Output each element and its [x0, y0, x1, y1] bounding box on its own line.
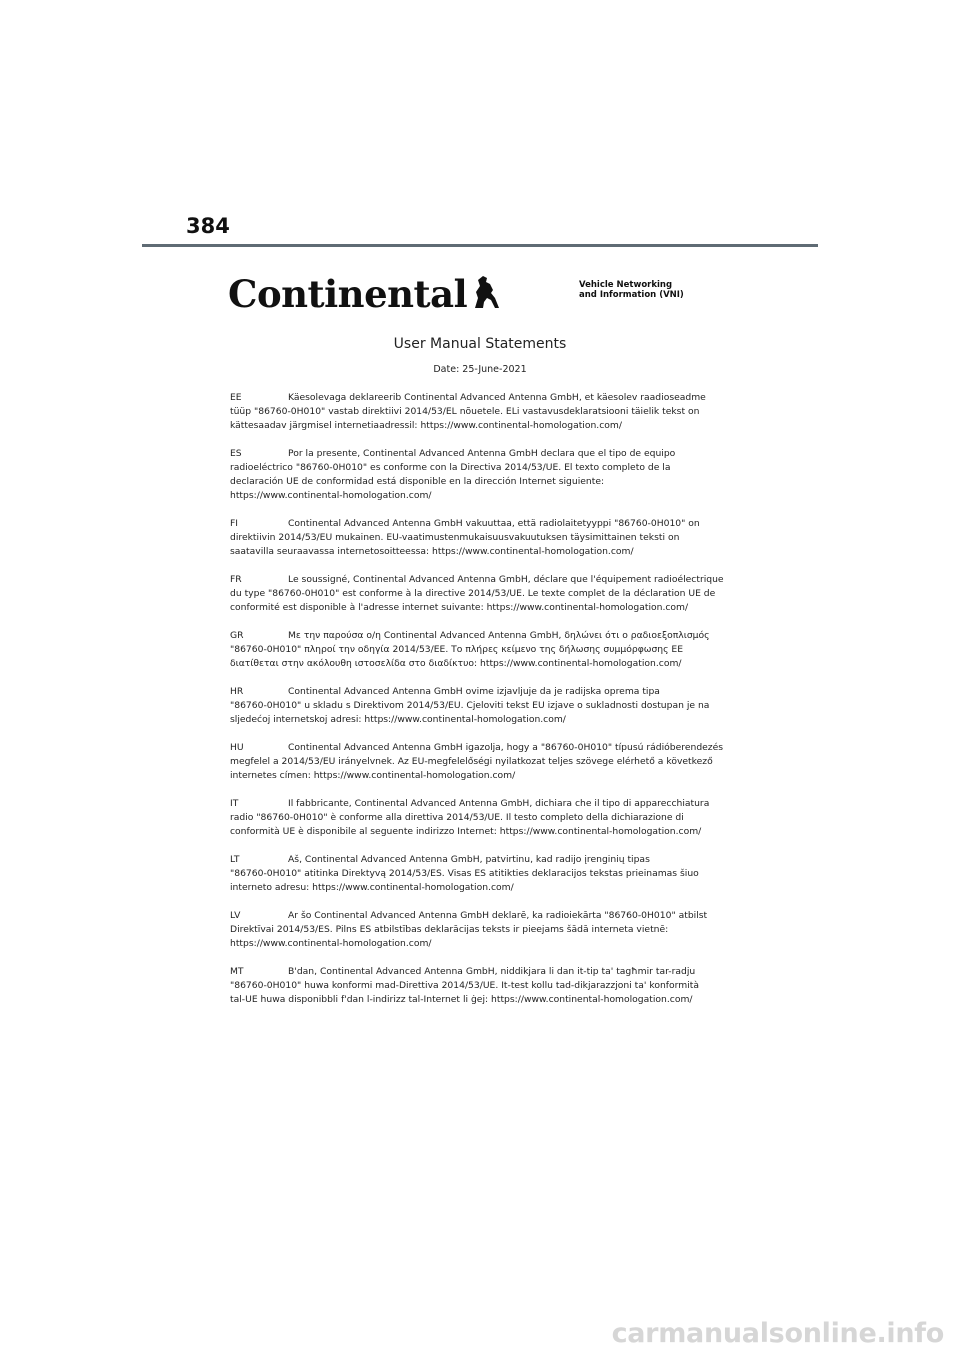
statement-lt: [230, 853, 740, 895]
country-code: MT: [230, 966, 244, 977]
country-code: IT: [230, 798, 239, 809]
statement-text: Continental Advanced Antenna GmbH ovime izjavljuje da je radijska oprema tipa "86760-0H010" u skladu s Direktivom 2014/53/EU. Cjeloviti tekst EU izjave o sukladnosti dostupan je na sljedećoj internetskoj adresi: https://www.continental-homologation.com/: [230, 686, 710, 725]
statement-hr: [230, 685, 740, 727]
statement-text: Aš, Continental Advanced Antenna GmbH, patvirtinu, kad radijo įrenginių tipas "86760-0H010" atitinka Direktyvą 2014/53/ES. Visas ES atitikties deklaracijos tekstas prieinamas šiuo interneto adresu: https://www.continental-homologation.com/: [230, 854, 699, 893]
header-divider: [142, 244, 818, 247]
statement-es: [230, 447, 740, 503]
statement-text: Il fabbricante, Continental Advanced Antenna GmbH, dichiara che il tipo di apparecchiatura radio "86760-0H010" è conforme alla direttiva 2014/53/UE. Il testo completo della dichiarazione di conformità UE è disponibile al seguente indirizzo Internet: https://www.continental-homologation.com/: [230, 798, 710, 837]
country-code: EE: [230, 392, 242, 403]
statement-text: Ar šo Continental Advanced Antenna GmbH deklarē, ka radioiekārta "86760-0H010" atbilst Direktīvai 2014/53/ES. Pilns ES atbilstības deklarācijas teksts ir pieejams šādā interneta vietnē: https://www.continental-homologation.com/: [230, 910, 708, 949]
statement-hu: [230, 741, 740, 783]
country-code: HR: [230, 686, 244, 697]
site-watermark: carmanualsonline.info: [611, 1318, 944, 1349]
statement-fi: [230, 517, 740, 559]
document-title: User Manual Statements: [393, 336, 567, 352]
statement-text: Με την παρούσα ο/η Continental Advanced Antenna GmbH, δηλώνει ότι ο ραδιοεξοπλισμός "86760-0H010" πληροί την οδηγία 2014/53/ΕΕ. Το πλήρες κείμενο της δήλωσης συμμόρφωσης ΕΕ διατίθεται στην ακόλουθη ιστοσελίδα στο διαδίκτυο: https://www.continental-homologation.com/: [230, 630, 710, 669]
division-line-2: and Information (VNI): [579, 290, 684, 300]
country-code: FR: [230, 574, 242, 585]
rearing-horse-icon: [469, 274, 501, 310]
statement-gr: [230, 629, 740, 671]
division-name: [579, 280, 684, 300]
statement-text: B'dan, Continental Advanced Antenna GmbH, niddikjara li dan it-tip ta' tagħmir tar-radju "86760-0H010" huwa konformi mad-Direttiva 2014/53/UE. It-test kollu tad-dikjarazzjoni ta' konformità tal-UE huwa disponibbli f'dan l-indirizz tal-Internet li ġej: https://www.continental-homologation.com/: [230, 966, 699, 1005]
country-code: FI: [230, 518, 238, 529]
division-line-1: Vehicle Networking: [579, 280, 673, 290]
statement-text: Continental Advanced Antenna GmbH vakuuttaa, että radiolaitetyyppi "86760-0H010" on direktiivin 2014/53/EU mukainen. EU-vaatimustenmukaisuusvakuutuksen täysimittainen teksti on saatavilla seuraavassa internetosoitteessa: https://www.continental-homologation.com/: [230, 518, 700, 557]
country-code: GR: [230, 630, 244, 641]
statement-text: Le soussigné, Continental Advanced Antenna GmbH, déclare que l'équipement radioélectrique du type "86760-0H010" est conforme à la directive 2014/53/UE. Le texte complet de la déclaration UE de conformité est disponible à l'adresse internet suivante: https://www.continental-homologation.com/: [230, 574, 724, 613]
page-number: 384: [186, 214, 230, 238]
statement-text: Continental Advanced Antenna GmbH igazolja, hogy a "86760-0H010" típusú rádióberendezés megfelel a 2014/53/EU irányelvnek. Az EU-megfelelőségi nyilatkozat teljes szövege elérhető a következő internetes címen: https://www.continental-homologation.com/: [230, 742, 724, 781]
country-code: LV: [230, 910, 241, 921]
document-date: Date: 25-June-2021: [433, 364, 527, 375]
statement-ee: [230, 391, 740, 433]
logo-text: Continental: [228, 272, 468, 316]
statement-lv: [230, 909, 740, 951]
country-code: LT: [230, 854, 240, 865]
statement-mt: [230, 965, 740, 1007]
statement-text: Por la presente, Continental Advanced Antenna GmbH declara que el tipo de equipo radioeléctrico "86760-0H010" es conforme con la Directiva 2014/53/UE. El texto completo de la declaración UE de conformidad está disponible en la dirección Internet siguiente: https://www.continental-homologation.com/: [230, 448, 676, 501]
statement-it: [230, 797, 740, 839]
country-code: HU: [230, 742, 244, 753]
statement-text: Käesolevaga deklareerib Continental Advanced Antenna GmbH, et käesolev raadioseadme tüüp "86760-0H010" vastab direktiivi 2014/53/EL nõuetele. ELi vastavusdeklaratsiooni täielik tekst on kättesaadav järgmisel internetiaadressil: https://www.continental-homologation.com/: [230, 392, 706, 431]
statements-list: [230, 391, 740, 1021]
country-code: ES: [230, 448, 242, 459]
continental-logo: [228, 270, 501, 314]
statement-fr: [230, 573, 740, 615]
